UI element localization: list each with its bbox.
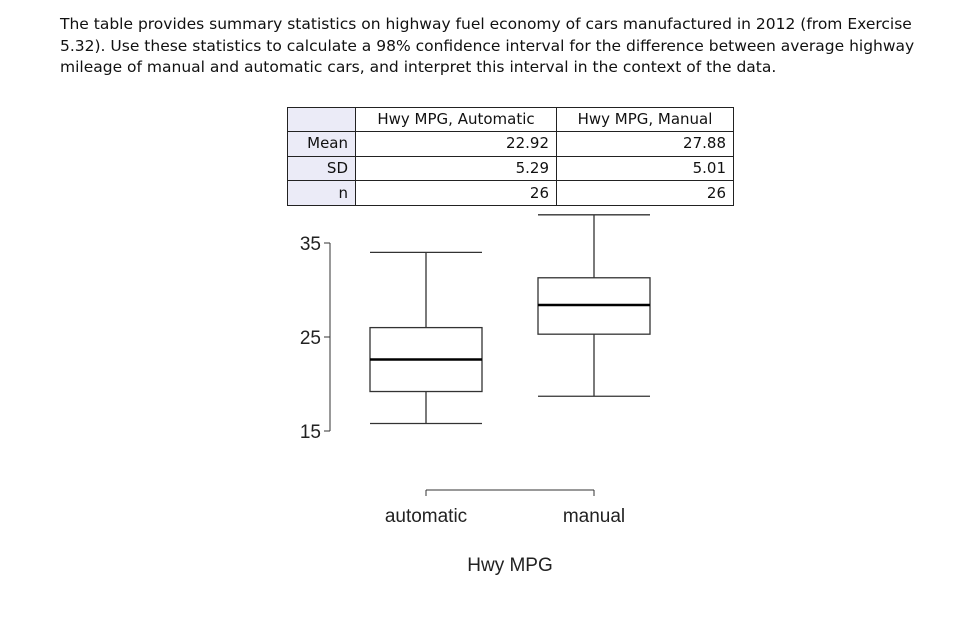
n-automatic-value: 26 <box>356 181 557 206</box>
n-manual-value: 26 <box>557 181 734 206</box>
column-header-manual: Hwy MPG, Manual <box>557 108 734 132</box>
y-tick-label-35: 35 <box>299 234 321 255</box>
y-tick-label-25: 25 <box>299 328 321 349</box>
column-header-automatic: Hwy MPG, Automatic <box>356 108 557 132</box>
mean-automatic-value: 22.92 <box>356 132 557 157</box>
sd-manual-value: 5.01 <box>557 156 734 181</box>
row-label-n: n <box>288 181 356 206</box>
sd-automatic-value: 5.29 <box>356 156 557 181</box>
y-tick-label-15: 15 <box>299 422 321 443</box>
row-label-sd: SD <box>288 156 356 181</box>
mean-manual-value: 27.88 <box>557 132 734 157</box>
x-axis-label: Hwy MPG <box>467 555 553 576</box>
question-text: The table provides summary statistics on highway fuel economy of cars manufactured in 2012 (from Exercise 5.32). Use these statistics to calculate a 98% confidence interval for the difference between average highway mileage of manual and automatic cars, and interpret this interval in the context of the data. <box>60 15 915 76</box>
x-tick-label-automatic: automatic <box>384 506 468 527</box>
x-tick-label-manual: manual <box>562 506 626 527</box>
row-label-mean: Mean <box>288 132 356 157</box>
